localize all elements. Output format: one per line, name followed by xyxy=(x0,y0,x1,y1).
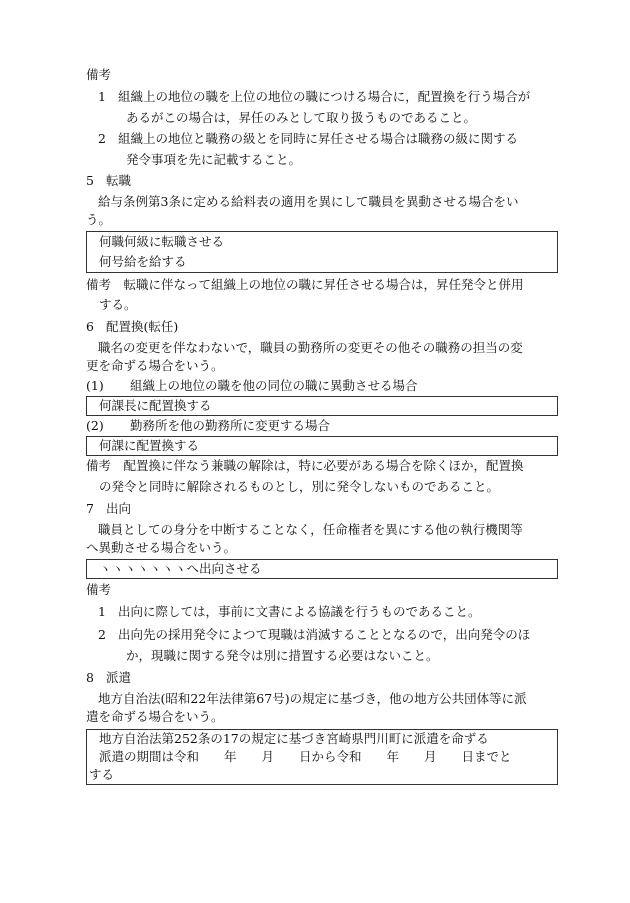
section-8-box-line1: 地方自治法第252条の17の規定に基づき宮崎県門川町に派遣を命ずる xyxy=(99,731,489,746)
section-6-sub-2-box xyxy=(86,436,558,456)
section-6-note-line1: 備考 配置換に伴なう兼職の解除は，特に必要がある場合を除くほか，配置換 xyxy=(86,458,524,473)
bikou-item-1-line2: あるがこの場合は，昇任のみとして取り扱うものであること。 xyxy=(126,110,477,125)
section-8-num: 8 xyxy=(86,670,94,685)
section-7-bikou-heading: 備考 xyxy=(86,582,112,597)
section-7-bikou-item-1-line1: 出向に際しては，事前に文書による協議を行うものであること。 xyxy=(118,604,481,619)
section-5-heading xyxy=(86,172,558,190)
bikou-item-2 xyxy=(86,130,558,148)
section-6-sub-2-text: 勤務所を他の勤務所に変更する場合 xyxy=(130,418,331,433)
section-6-desc-line2: 更を命ずる場合をいう。 xyxy=(86,358,224,373)
bikou-item-1-line1: 組織上の地位の職を上位の地位の職につける場合に，配置換を行う場合が xyxy=(118,89,531,104)
section-6-sub-2-num: (2) xyxy=(86,418,104,433)
section-6-sub-1-num: (1) xyxy=(86,378,104,393)
section-7-bikou-item-1-num: 1 xyxy=(98,604,106,619)
section-7-title: 出向 xyxy=(106,501,132,516)
section-7-bikou-item-2-line1: 出向先の採用発令によつて現職は消滅することとなるので，出向発令のほ xyxy=(118,627,531,642)
section-8-desc-line2: 遣を命ずる場合をいう。 xyxy=(86,709,224,724)
bikou-item-2-line2: 発令事項を先に記載すること。 xyxy=(126,152,302,167)
section-6-note-line2: の発令と同時に解除されるものとし，別に発令しないものであること。 xyxy=(99,479,500,494)
section-6-num: 6 xyxy=(86,319,94,334)
section-5-note-line2: する。 xyxy=(99,297,137,312)
section-6-sub-1-box-text: 何課長に配置換する xyxy=(99,398,212,413)
section-7-desc-line1: 職員としての身分を中断することなく，任命権者を異にする他の執行機関等 xyxy=(98,522,523,537)
section-5-box-line1: 何職何級に転職させる xyxy=(99,234,225,249)
section-6-sub-1-text: 組織上の地位の職を他の同位の職に異動させる場合 xyxy=(130,378,418,393)
section-6-heading xyxy=(86,318,558,336)
section-5-box-line2: 何号給を給する xyxy=(99,254,187,269)
section-8-box-line3: する xyxy=(89,767,115,782)
document-page xyxy=(86,66,558,788)
section-8-heading xyxy=(86,669,558,687)
section-5-desc-line2: う。 xyxy=(86,212,112,227)
section-6-title: 配置換(転任) xyxy=(106,319,179,334)
section-7-example-box xyxy=(86,559,558,579)
section-8-title: 派遣 xyxy=(106,670,132,685)
section-6-sub-2-box-text: 何課に配置換する xyxy=(99,438,200,453)
section-6-desc-line1: 職名の変更を伴なわないで，職員の勤務所の変更その他その職務の担当の変 xyxy=(98,340,523,355)
section-7-num: 7 xyxy=(86,501,94,516)
section-5-note-line1: 備考 転職に伴なって組織上の地位の職に昇任させる場合は，昇任発令と併用 xyxy=(86,277,524,292)
section-7-desc-line2: へ異動させる場合をいう。 xyxy=(86,540,237,555)
section-5-num: 5 xyxy=(86,173,94,188)
section-8-box-line2: 派遣の期間は令和 年 月 日から令和 年 月 日までと xyxy=(99,749,512,764)
section-7-bikou-item-1 xyxy=(86,603,558,621)
bikou-item-2-num: 2 xyxy=(98,131,106,146)
bikou-heading: 備考 xyxy=(86,67,112,82)
section-5-example-box xyxy=(86,231,558,273)
section-8-desc-line1: 地方自治法(昭和22年法律第67号)の規定に基づき，他の地方公共団体等に派 xyxy=(98,691,527,706)
section-6-sub-1 xyxy=(86,377,558,395)
section-8-example-box xyxy=(86,729,558,785)
section-7-bikou-item-2 xyxy=(86,626,558,644)
section-5-desc-line1: 給与条例第3条に定める給料表の適用を異にして職員を異動させる場合をい xyxy=(98,194,519,209)
section-7-box-text: ヽヽヽヽヽヽヽへ出向させる xyxy=(99,561,262,576)
section-7-heading xyxy=(86,500,558,518)
section-5-title: 転職 xyxy=(106,173,132,188)
section-6-sub-2 xyxy=(86,417,558,435)
bikou-item-1-num: 1 xyxy=(98,89,106,104)
bikou-item-2-line1: 組織上の地位と職務の級とを同時に昇任させる場合は職務の級に関する xyxy=(118,131,519,146)
section-7-bikou-item-2-num: 2 xyxy=(98,627,106,642)
section-7-bikou-item-2-line2: か，現職に関する発令は別に措置する必要はないこと。 xyxy=(126,648,439,663)
section-6-sub-1-box xyxy=(86,396,558,416)
bikou-item-1 xyxy=(86,88,558,106)
